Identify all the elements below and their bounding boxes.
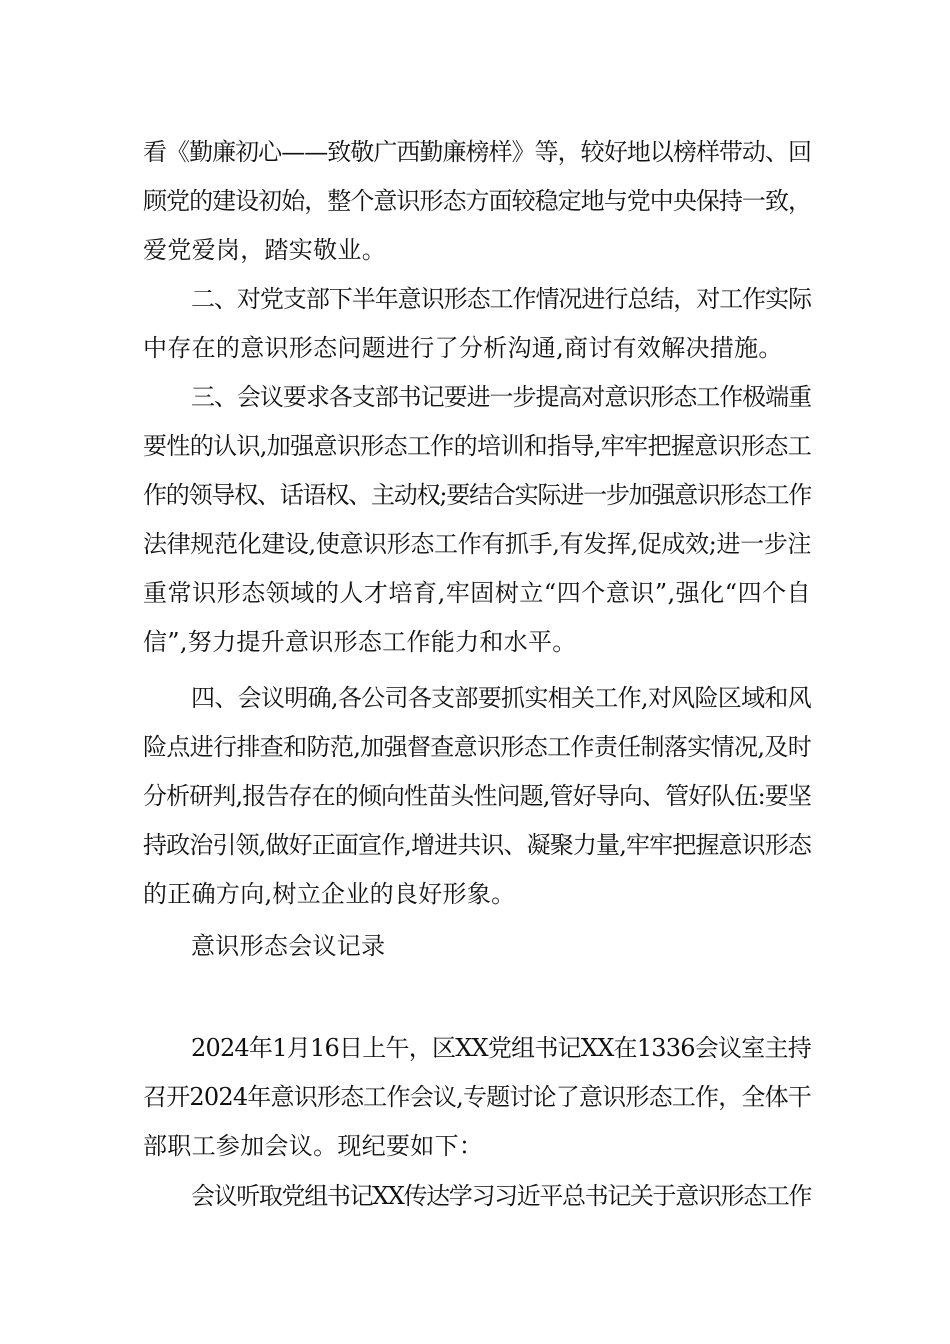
paragraph-line: 重常识形态领域的人才培育,牢固树立“四个意识”,强化“四个自 [143,579,811,607]
paragraph-line: 四、会议明确,各公司各支部要抓实相关工作,对风险区域和风 [191,684,811,712]
paragraph-7 [143,1172,811,1221]
paragraph-line: 中存在的意识形态问题进行了分析沟通,商讨有效解决措施。 [143,334,783,362]
paragraph-3 [143,373,811,667]
paragraph-line: 信”,努力提升意识形态工作能力和水平。 [143,628,577,656]
paragraph-line: 持政治引领,做好正面宣作,增进共识、凝聚力量,牢牢把握意识形态 [143,831,811,859]
section-heading [143,922,811,971]
paragraph-6 [143,1024,811,1171]
paragraph-2 [143,275,811,373]
paragraph-line: 作的领导权、话语权、主动权;要结合实际进一步加强意识形态工作 [143,481,812,509]
paragraph-line: 顾党的建设初始，整个意识形态方面较稳定地与党中央保持一致， [143,187,811,215]
paragraph-line: 法律规范化建设,使意识形态工作有抓手,有发挥,促成效;进一步注 [143,530,811,558]
paragraph-4 [143,674,811,919]
paragraph-line: 召开2024年意识形态工作会议,专题讨论了意识形态工作，全体干 [143,1083,811,1111]
paragraph-line: 2024年1月16日上午，区XX党组书记XX在1336会议室主持 [191,1034,811,1062]
paragraph-1 [143,128,811,275]
paragraph-line: 爱党爱岗，踏实敬业。 [143,236,386,264]
paragraph-line: 看《勤廉初心——致敬广西勤廉榜样》等，较好地以榜样带动、回 [143,138,811,166]
paragraph-line: 部职工参加会议。现纪要如下： [143,1132,484,1160]
paragraph-line: 会议听取党组书记XX传达学习习近平总书记关于意识形态工作 [191,1182,811,1210]
paragraph-line: 三、会议要求各支部书记要进一步提高对意识形态工作极端重 [191,383,811,411]
paragraph-line: 险点进行排查和防范,加强督查意识形态工作责任制落实情况,及时 [143,733,811,761]
paragraph-line: 要性的认识,加强意识形态工作的培训和指导,牢牢把握意识形态工 [143,432,811,460]
paragraph-line: 二、对党支部下半年意识形态工作情况进行总结，对工作实际 [191,285,811,313]
heading-text: 意识形态会议记录 [191,932,386,960]
paragraph-line: 的正确方向,树立企业的良好形象。 [143,880,516,908]
paragraph-line: 分析研判,报告存在的倾向性苗头性问题,管好导向、管好队伍:要坚 [143,782,811,810]
